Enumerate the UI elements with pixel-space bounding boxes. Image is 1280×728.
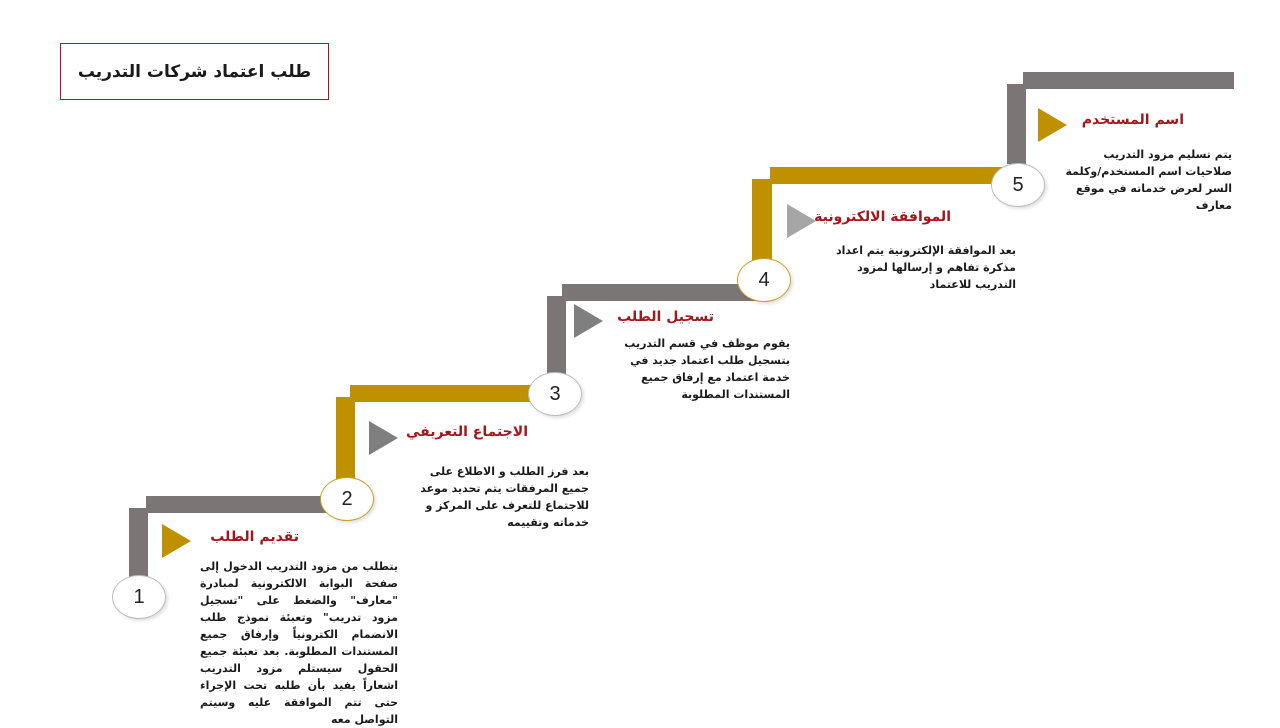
step-3-number: 3 (528, 372, 582, 416)
step-5-number: 5 (991, 163, 1045, 207)
step-3-arrow-icon (574, 304, 603, 338)
step-2-number: 2 (320, 477, 374, 521)
step-1-arrow-icon (162, 524, 191, 558)
step-4-title: الموافقة الالكترونية (814, 209, 951, 225)
step-4-arrow-icon (787, 204, 816, 238)
stair-riser-2 (336, 397, 355, 479)
step-3-title: تسجيل الطلب (617, 309, 714, 325)
step-5-description: يتم تسليم مزود التدريب صلاحيات اسم المستخدم/وكلمة السر لعرض خدماته في موقع معارف (1065, 148, 1232, 212)
stair-riser-1 (129, 508, 148, 578)
step-4-description: بعد الموافقة الإلكترونية يتم اعداد مذكرة تفاهم و إرسالها لمزود التدريب للاعتماد (836, 244, 1016, 291)
step-2-description: بعد فرز الطلب و الاطلاع على جميع المرفقات يتم تحديد موعد للاجتماع للتعرف على المركز و خدماته وتقييمه (420, 465, 589, 529)
stair-tread-1 (146, 496, 339, 513)
stair-tread-2 (350, 385, 556, 402)
step-2-arrow-icon (369, 421, 398, 455)
step-5-arrow-icon (1038, 108, 1067, 142)
step-5-title: اسم المستخدم (1081, 112, 1184, 128)
step-3-description: يقوم موظف في قسم التدريب بتسجيل طلب اعتماد جديد في خدمة اعتماد مع إرفاق جميع المستندات المطلوبة (624, 337, 790, 401)
page-title: طلب اعتماد شركات التدريب (77, 61, 312, 82)
step-1-number: 1 (112, 575, 166, 619)
step-1-title: تقديم الطلب (210, 529, 299, 545)
stair-tread-3 (562, 284, 760, 301)
stair-tread-5 (1023, 72, 1234, 89)
stair-riser-3 (547, 296, 566, 380)
step-4-number: 4 (737, 258, 791, 302)
step-1-description: يتطلب من مزود التدريب الدخول إلى صفحة البوابة الالكترونية لمبادرة "معارف" والضغط على "تسجيل مزود تدريب" وتعبئة نموذج طلب الانضمام الكترونياً وإرفاق جميع المستندات المطلوبة. بعد تعبئة جميع الحقول سيستلم مزود التدريب اشعاراً يفيد بأن طلبه تحت الإجراء حتى تتم الموافقة عليه وسيتم التواصل معه (200, 560, 398, 726)
stair-riser-4 (752, 179, 772, 263)
title-box (60, 43, 329, 100)
stair-tread-4 (770, 167, 1002, 184)
stair-riser-5 (1007, 84, 1026, 164)
step-2-title: الاجتماع التعريفي (406, 424, 528, 440)
